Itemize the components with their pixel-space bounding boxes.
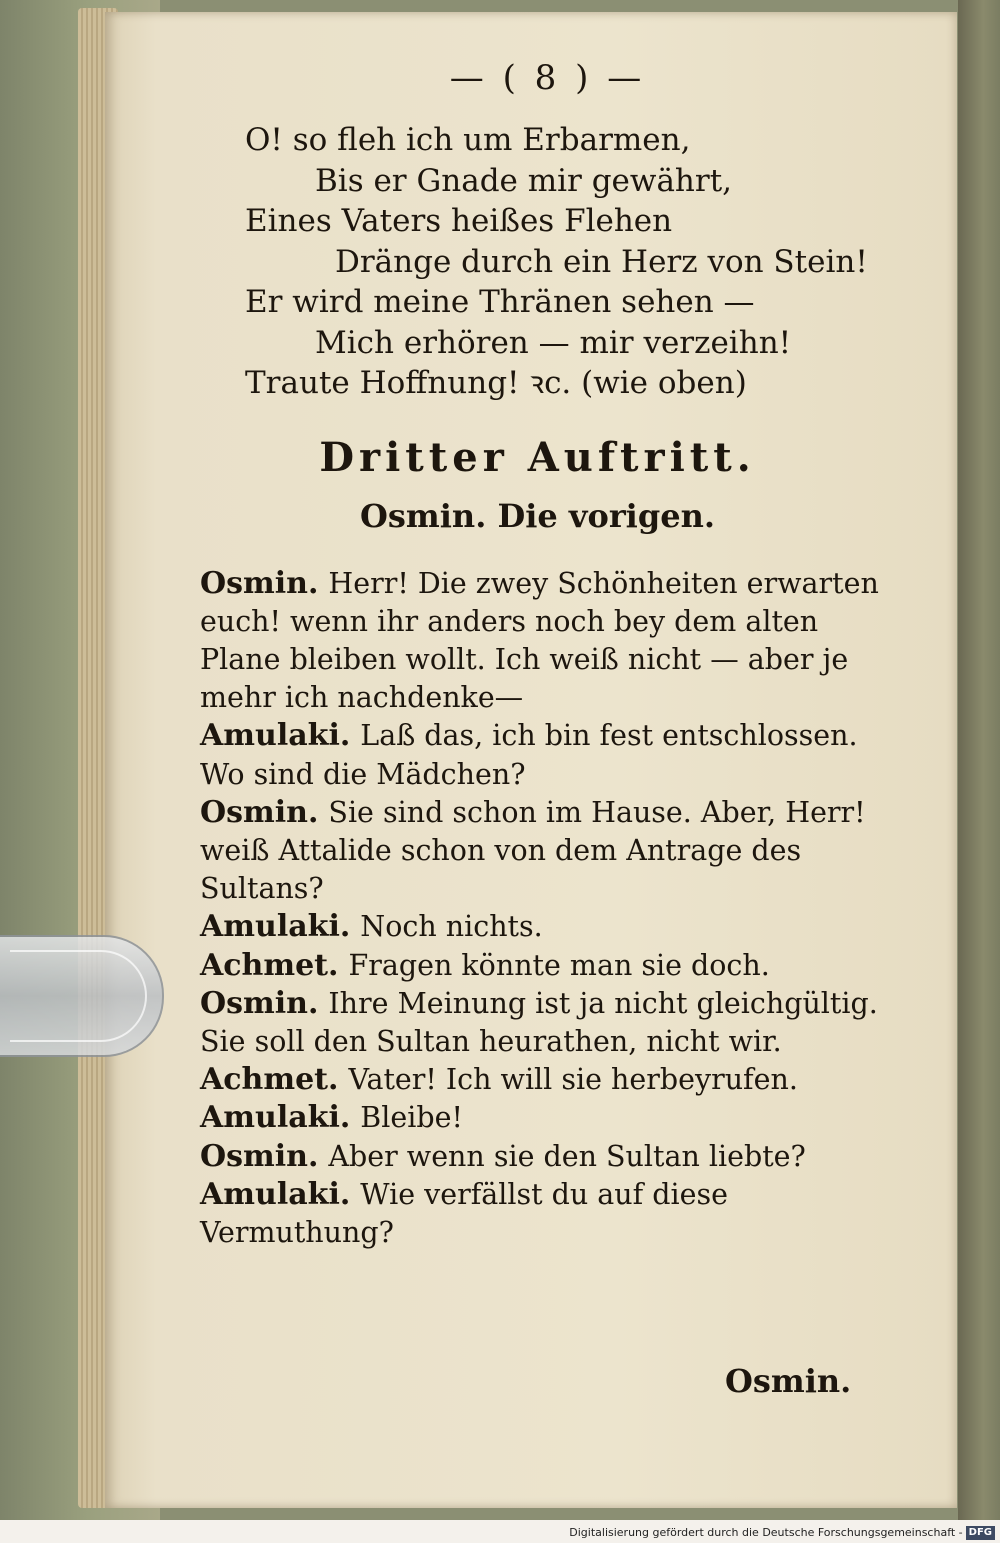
dialogue-line — [160, 717, 895, 793]
page-number: — ( 8 ) — — [449, 58, 646, 98]
speech-text: Fragen könnte man sie doch. — [348, 948, 770, 982]
dialogue-line — [160, 947, 895, 985]
scene-characters: Osmin. Die vorigen. — [360, 496, 715, 535]
speaker-name: Amulaki. — [200, 718, 351, 754]
speaker-name: Osmin. — [200, 794, 319, 830]
speaker-name: Achmet. — [200, 1062, 339, 1098]
page-text — [160, 40, 895, 1252]
dfg-logo-icon: DFG — [966, 1526, 995, 1540]
verse-line: Dränge durch ein Herz von Stein! — [335, 243, 868, 280]
speaker-name: Achmet. — [200, 947, 339, 983]
verse-line: Traute Hoffnung! ꝛc. (wie oben) — [245, 365, 747, 401]
speaker-name: Osmin. — [200, 985, 319, 1021]
speaker-name: Amulaki. — [200, 1176, 351, 1212]
dialogue-line — [160, 1138, 895, 1176]
verse-line: Eines Vaters heißes Flehen — [245, 203, 673, 239]
verse-line: Er wird meine Thränen sehen — — [245, 284, 755, 320]
dialogue-block — [160, 565, 895, 1253]
speaker-name: Amulaki. — [200, 909, 351, 945]
verse-line: O! so fleh ich um Erbarmen, — [245, 122, 691, 158]
speech-text: Sie sind schon im Hause. Aber, Herr! weiß Attalide schon von dem Antrage des Sultans? — [200, 795, 866, 906]
speech-text: Aber wenn sie den Sultan liebte? — [328, 1139, 806, 1173]
verse-line: Bis er Gnade mir gewährt, — [315, 162, 733, 199]
speech-text: Bleibe! — [360, 1101, 463, 1135]
dialogue-line — [160, 1099, 895, 1137]
speech-text: Herr! Die zwey Schönheiten erwarten euch! wenn ihr anders noch bey dem alten Plane bleiben wollt. Ich weiß nicht — aber je mehr ich nachdenke— — [200, 566, 879, 715]
footer-text: Digitalisierung gefördert durch die Deutsche Forschungsgemeinschaft - — [569, 1526, 963, 1539]
speech-text: Laß das, ich bin fest entschlossen. Wo sind die Mädchen? — [200, 719, 858, 791]
speech-text: Ihre Meinung ist ja nicht gleichgültig. Sie soll den Sultan heurathen, nicht wir. — [200, 986, 878, 1058]
page-clip-highlight — [10, 950, 147, 1042]
dialogue-line — [160, 565, 895, 718]
speaker-name: Osmin. — [200, 565, 319, 601]
speaker-name: Osmin. — [200, 1138, 319, 1174]
speaker-name: Amulaki. — [200, 1100, 351, 1136]
dialogue-line — [160, 1176, 895, 1252]
verse-block — [160, 120, 895, 404]
dialogue-line — [160, 794, 895, 909]
dialogue-line — [160, 1061, 895, 1099]
speech-text: Vater! Ich will sie herbeyrufen. — [348, 1063, 798, 1097]
scene-heading: Dritter Auftritt. — [319, 433, 756, 481]
book-cover-right — [958, 0, 1000, 1520]
dialogue-line — [160, 985, 895, 1061]
catchword: Osmin. — [725, 1362, 852, 1400]
dialogue-line — [160, 908, 895, 946]
verse-line: Mich erhören — mir verzeihn! — [315, 324, 792, 361]
speech-text: Noch nichts. — [360, 910, 543, 944]
speech-text: Wie verfällst du auf diese Vermuthung? — [200, 1177, 728, 1249]
footer-credit — [0, 1522, 995, 1543]
